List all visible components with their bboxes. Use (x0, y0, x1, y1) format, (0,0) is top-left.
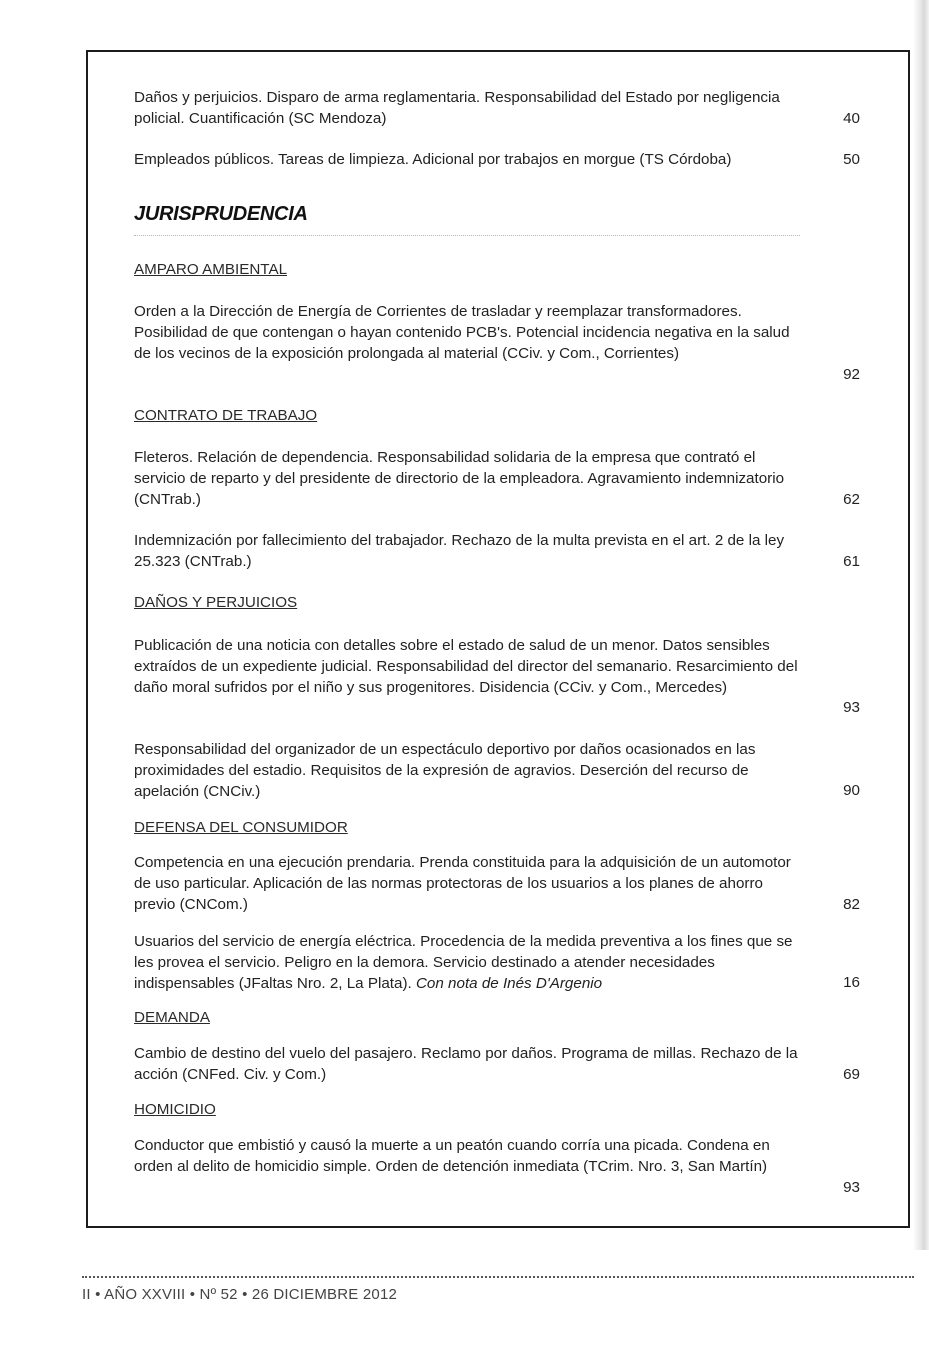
index-entry: Empleados públicos. Tareas de limpieza. Adicional por trabajos en morgue (TS Córdoba) (134, 151, 732, 168)
index-entry: Fleteros. Relación de dependencia. Responsabilidad solidaria de la empresa que contrató el servicio de reparto y del presidente de directorio de la empleadora. Agravamiento indemnizatorio (CNTrab.) (134, 449, 785, 508)
footer-bullet: • (242, 1286, 248, 1303)
footer-date: 26 DICIEMBRE 2012 (251, 1286, 398, 1303)
index-entry: Conductor que embistió y causó la muerte a un peatón cuando corría una picada. Condena en orden al delito de homicidio simple. Orden de detención inmediata (TCrim. Nro. 3, San Martín) (134, 1137, 770, 1175)
footer-bullet: • (95, 1286, 101, 1303)
index-entry: Daños y perjuicios. Disparo de arma reglamentaria. Responsabilidad del Estado por negligencia policial. Cuantificación (SC Mendoza) (134, 89, 780, 127)
topic-heading: DEMANDA (134, 1009, 210, 1026)
index-entry: Indemnización por fallecimiento del trabajador. Rechazo de la multa prevista en el art. 2 de la ley 25.323 (CNTrab.) (134, 532, 785, 570)
entry-note: Con nota de Inés D'Argenio (415, 974, 603, 992)
footer-year: AÑO XXVIII (104, 1286, 186, 1303)
footer-issue: Nº 52 (199, 1286, 238, 1303)
section-title: JURISPRUDENCIA (134, 203, 308, 225)
footer-info (82, 1286, 397, 1303)
page-number: 92 (843, 366, 860, 383)
page-number: 40 (843, 110, 860, 127)
index-entry (134, 932, 800, 994)
page-number: 16 (843, 974, 860, 991)
index-entry: Cambio de destino del vuelo del pasajero. Reclamo por daños. Programa de millas. Rechazo de la acción (CNFed. Civ. y Com.) (134, 1045, 798, 1083)
topic-heading: CONTRATO DE TRABAJO (134, 407, 318, 424)
page-number: 61 (843, 553, 860, 570)
page-number: 69 (843, 1066, 860, 1083)
footer-page-roman: II (82, 1286, 91, 1303)
page-number: 82 (843, 896, 860, 913)
entry-text: Usuarios del servicio de energía eléctrica. Procedencia de la medida preventiva a los fines que se les provea el servicio. Peligro en la demora. Servicio destinado a atender necesidades indispensables (JFaltas Nro. 2, La Plata). (134, 933, 793, 992)
footer-bullet: • (189, 1286, 196, 1303)
index-entry: Competencia en una ejecución prendaria. Prenda constituida para la adquisición de un automotor de uso particular. Aplicación de las normas protectoras de los usuarios a los planes de ahorro previo (CNCom.) (134, 854, 791, 913)
page-number: 93 (843, 1179, 860, 1196)
topic-heading: DAÑOS Y PERJUICIOS (134, 594, 298, 611)
index-entry: Publicación de una noticia con detalles sobre el estado de salud de un menor. Datos sensibles extraídos de un expediente judicial. Responsabilidad del director del semanario. Resarcimiento del daño moral sufridos por el niño y sus progenitores. Disidencia (CCiv. y Com., Mercedes) (134, 637, 798, 696)
index-entry: Orden a la Dirección de Energía de Corrientes de trasladar y reemplazar transformadores. Posibilidad de que contengan o hayan contenido PCB's. Potencial incidencia negativa en la salud de los vecinos de la exposición prolongada al material (CCiv. y Com., Corrientes) (134, 303, 790, 362)
page-binding-edge (913, 0, 929, 1250)
page-number: 62 (843, 491, 860, 508)
section-divider (134, 235, 800, 236)
topic-heading: DEFENSA DEL CONSUMIDOR (134, 819, 348, 836)
page-number: 93 (843, 699, 860, 716)
footer-divider (82, 1276, 914, 1278)
topic-heading: HOMICIDIO (134, 1101, 216, 1118)
topic-heading: AMPARO AMBIENTAL (134, 261, 288, 278)
page-number: 50 (843, 151, 860, 168)
index-entry: Responsabilidad del organizador de un espectáculo deportivo por daños ocasionados en las proximidades del estadio. Requisitos de la expresión de agravios. Deserción del recurso de apelación (CNCiv.) (134, 741, 756, 800)
page-number: 90 (843, 782, 860, 799)
